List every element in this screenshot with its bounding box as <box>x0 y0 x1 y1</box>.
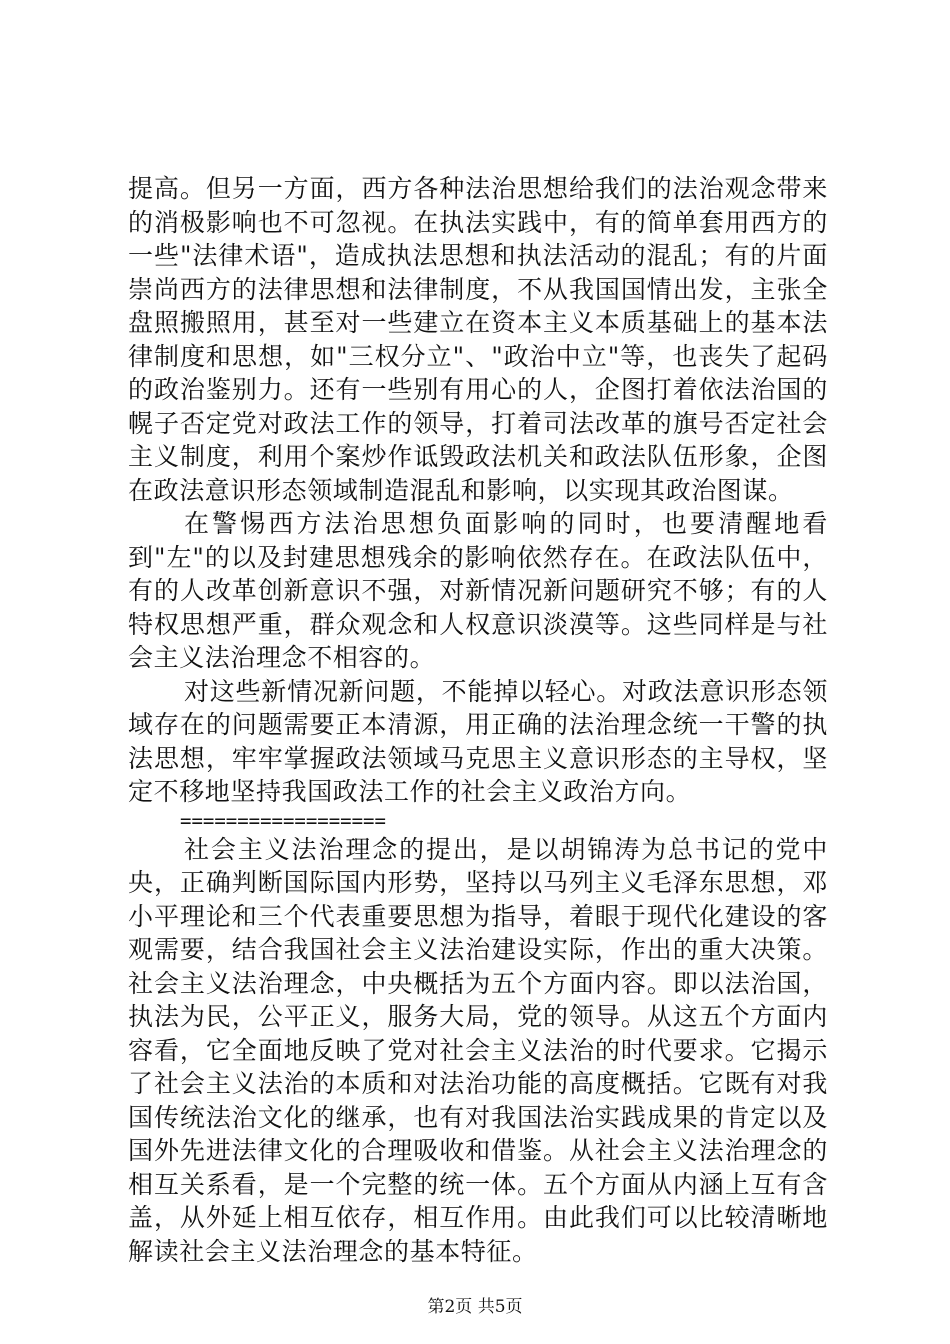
paragraph-3: 对这些新情况新问题，不能掉以轻心。对政法意识形态领域存在的问题需要正本清源，用正确的法治理念统一干警的执法思想，牢牢掌握政法领域马克思主义意识形态的主导权，坚定不移地坚持我国政法工作的社会主义政治方向。 <box>128 676 828 806</box>
paragraph-1: 提高。但另一方面，西方各种法治思想给我们的法治观念带来的消极影响也不可忽视。在执法实践中，有的简单套用西方的一些"法律术语"，造成执法思想和执法活动的混乱；有的片面崇尚西方的法律思想和法律制度，不从我国国情出发，主张全盘照搬照用，甚至对一些建立在资本主义本质基础上的基本法律制度和思想，如"三权分立"、"政治中立"等，也丧失了起码的政治鉴别力。还有一些别有用心的人，企图打着依法治国的幌子否定党对政法工作的领导，打着司法改革的旗号否定社会主义制度，利用个案炒作诋毁政法机关和政法队伍形象，企图在政法意识形态领域制造混乱和影响，以实现其政治图谋。 <box>128 174 828 505</box>
paragraph-2: 在警惕西方法治思想负面影响的同时，也要清醒地看到"左"的以及封建思想残余的影响依然存在。在政法队伍中，有的人改革创新意识不强，对新情况新问题研究不够；有的人特权思想严重，群众观念和人权意识淡漠等。这些同样是与社会主义法治理念不相容的。 <box>128 509 828 672</box>
page-number-footer: 第2页 共5页 <box>427 1297 523 1317</box>
section-divider: ================== <box>180 809 386 832</box>
document-body <box>128 172 828 1268</box>
paragraph-4: 社会主义法治理念的提出，是以胡锦涛为总书记的党中央，正确判断国际国内形势，坚持以马列主义毛泽东思想，邓小平理论和三个代表重要思想为指导，着眼于现代化建设的客观需要，结合我国社会主义法治建设实际，作出的重大决策。社会主义法治理念，中央概括为五个方面内容。即以法治国，执法为民，公平正义，服务大局，党的领导。从这五个方面内容看，它全面地反映了党对社会主义法治的时代要求。它揭示了社会主义法治的本质和对法治功能的高度概括。它既有对我国传统法治文化的继承，也有对我国法治实践成果的肯定以及国外先进法律文化的合理吸收和借鉴。从社会主义法治理念的相互关系看，是一个完整的统一体。五个方面从内涵上互有含盖，从外延上相互依存，相互作用。由此我们可以比较清晰地解读社会主义法治理念的基本特征。 <box>128 834 828 1266</box>
